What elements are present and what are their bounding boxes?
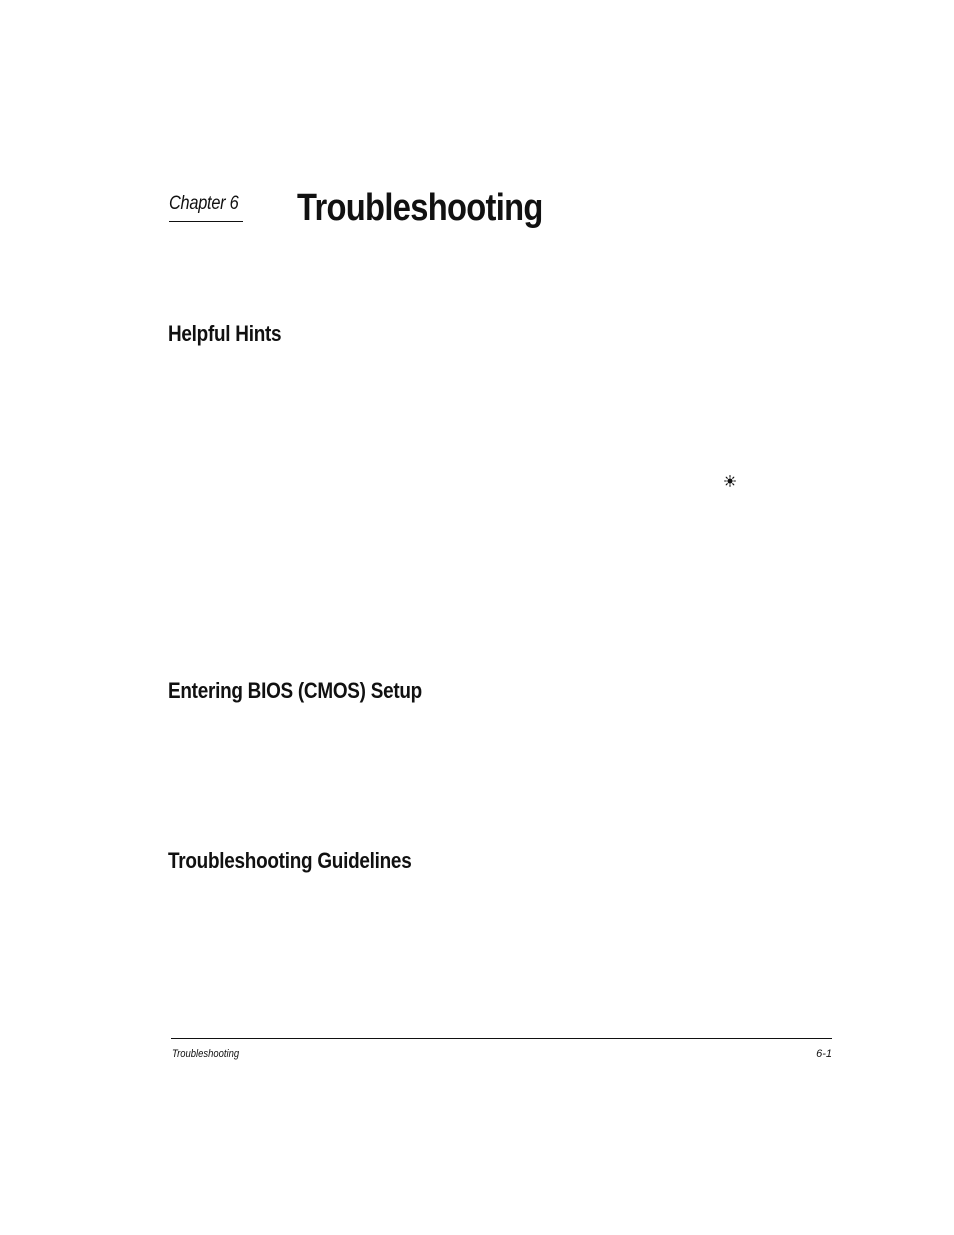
footer-rule xyxy=(171,1038,832,1039)
section-heading-bios-setup: Entering BIOS (CMOS) Setup xyxy=(168,678,422,703)
chapter-title: Troubleshooting xyxy=(297,187,543,229)
sun-icon xyxy=(724,475,736,487)
section-heading-helpful-hints: Helpful Hints xyxy=(168,321,282,346)
footer-section-title: Troubleshooting xyxy=(172,1048,240,1060)
chapter-label: Chapter 6 xyxy=(169,193,239,214)
footer-page-number: 6-1 xyxy=(816,1048,832,1060)
section-heading-troubleshooting-guidelines: Troubleshooting Guidelines xyxy=(168,848,412,873)
chapter-label-underline xyxy=(169,221,243,222)
